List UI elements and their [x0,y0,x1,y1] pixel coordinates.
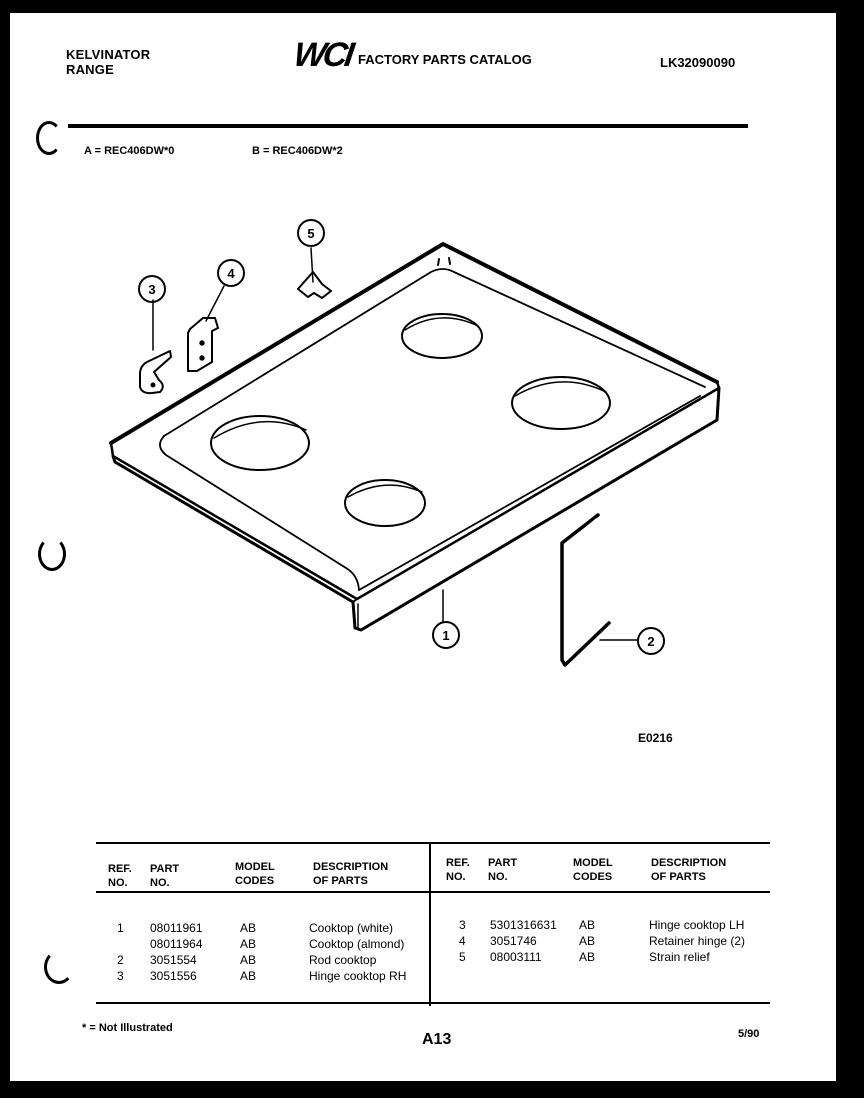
strain-relief-part-5 [298,272,331,298]
diagram-code: E0216 [638,731,673,745]
header-ref-left: REF. NO. [108,863,132,889]
cooktop-part-1 [111,244,719,630]
header-part-right: PART NO. [488,857,518,883]
footnote-not-illustrated: * = Not Illustrated [82,1022,173,1034]
brand-line-2: RANGE [66,62,114,77]
hinge-part-3 [140,351,171,393]
table-column-divider [429,842,431,1006]
header-desc-right: DESCRIPTION OF PARTS [651,857,727,883]
callout-1: 1 [442,628,450,643]
page-number: A13 [422,1031,452,1048]
table-header-rule [96,891,770,893]
header-model-right: MODEL CODES [573,857,613,883]
catalog-number: LK32090090 [660,55,736,70]
publication-date: 5/90 [738,1028,760,1040]
brand-line-1: KELVINATOR [66,47,151,62]
catalog-title: FACTORY PARTS CATALOG [358,52,532,67]
callout-3: 3 [148,282,156,297]
model-a: A = REC406DW*0 [84,145,175,157]
retainer-part-4 [188,318,218,371]
header-model-left: MODEL CODES [235,861,275,887]
callout-2: 2 [647,634,655,649]
header-part-left: PART NO. [150,863,180,889]
table-bottom-rule [96,1002,770,1004]
callout-5: 5 [307,226,315,241]
parts-table: REF. NO. PART NO. MODEL CODES DESCRIPTION OF PARTS REF. NO. PART NO. MODEL CODES DESCRIPTION OF PARTS 1 08011961 AB Cooktop (white) 08011964 AB Cooktop (almond) 2 3051554 AB Rod cooktop 3 3051556 AB Hinge cooktop RH 3 5301316631 AB Hinge cooktop LH 4 3051746 AB Retainer hinge (2) 5 08003111 AB Strain relief [96,842,770,1006]
model-b: B = REC406DW*2 [252,145,343,157]
rod-part-2 [562,515,609,665]
header-desc-left: DESCRIPTION OF PARTS [313,861,389,887]
table-top-rule [96,842,770,844]
header-ref-right: REF. NO. [446,857,470,883]
callout-4: 4 [227,266,235,281]
wci-logo: WCI [291,36,354,74]
